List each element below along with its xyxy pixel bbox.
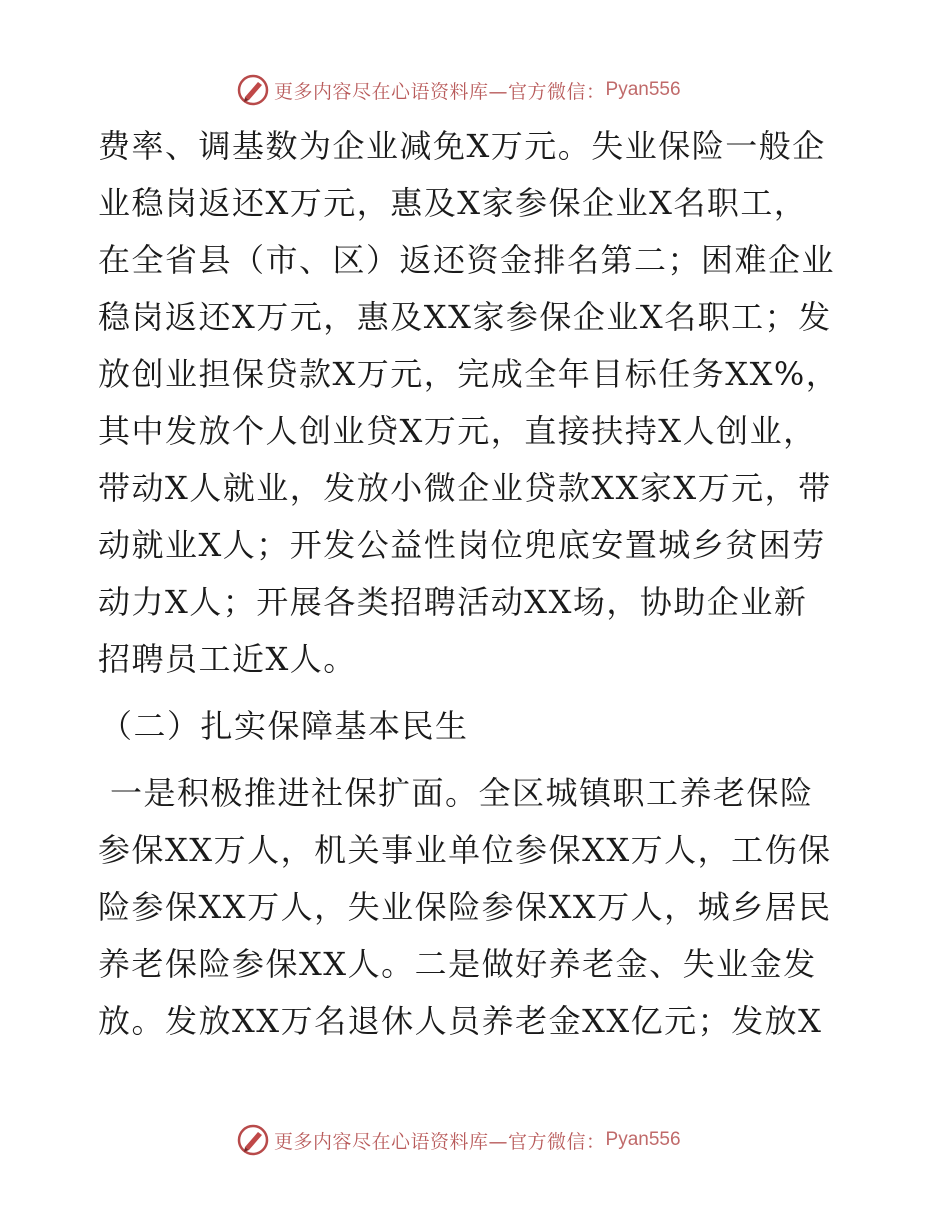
text-line: 动就业X人；开发公益性岗位兜底安置城乡贫困劳 bbox=[98, 526, 826, 564]
text-line: 稳岗返还X万元，惠及XX家参保企业X名职工；发 bbox=[98, 298, 832, 336]
text-line: 招聘员工近X人。 bbox=[98, 640, 357, 678]
watermark-header bbox=[236, 73, 681, 107]
text-line: 其中发放个人创业贷X万元，直接扶持X人创业， bbox=[98, 412, 817, 450]
watermark-footer bbox=[236, 1123, 681, 1157]
pen-logo-icon bbox=[236, 73, 270, 107]
document-body bbox=[98, 118, 858, 1050]
text-line: 一是积极推进社保扩面。全区城镇职工养老保险 bbox=[110, 774, 814, 812]
text-line: 放创业担保贷款X万元，完成全年目标任务XX%， bbox=[98, 355, 840, 393]
text-line: 参保XX万人，机关事业单位参保XX万人，工伤保 bbox=[98, 831, 832, 869]
text-line: 费率、调基数为企业减免X万元。失业保险一般企 bbox=[98, 127, 826, 165]
text-line: 动力X人；开展各类招聘活动XX场，协助企业新 bbox=[98, 583, 808, 621]
paragraph-livelihood bbox=[98, 765, 858, 1050]
text-line: 在全省县（市、区）返还资金排名第二；困难企业 bbox=[98, 241, 836, 279]
text-line: 业稳岗返还X万元，惠及X家参保企业X名职工， bbox=[98, 184, 808, 222]
text-line: 放。发放XX万名退休人员养老金XX亿元；发放X bbox=[98, 1002, 823, 1040]
text-line: 险参保XX万人，失业保险参保XX万人，城乡居民 bbox=[98, 888, 832, 926]
watermark-wechat-id: Pyan556 bbox=[605, 1129, 681, 1150]
section-heading: （二）扎实保障基本民生 bbox=[100, 707, 469, 745]
watermark-wechat-id: Pyan556 bbox=[605, 79, 681, 100]
watermark-text: 更多内容尽在心语资料库—官方微信： bbox=[274, 1130, 606, 1153]
watermark-text: 更多内容尽在心语资料库—官方微信： bbox=[274, 80, 606, 103]
pen-logo-icon bbox=[236, 1123, 270, 1157]
text-line: 养老保险参保XX人。二是做好养老金、失业金发 bbox=[98, 945, 817, 983]
text-line: 带动X人就业，发放小微企业贷款XX家X万元，带 bbox=[98, 469, 832, 507]
paragraph-employment bbox=[98, 118, 858, 688]
